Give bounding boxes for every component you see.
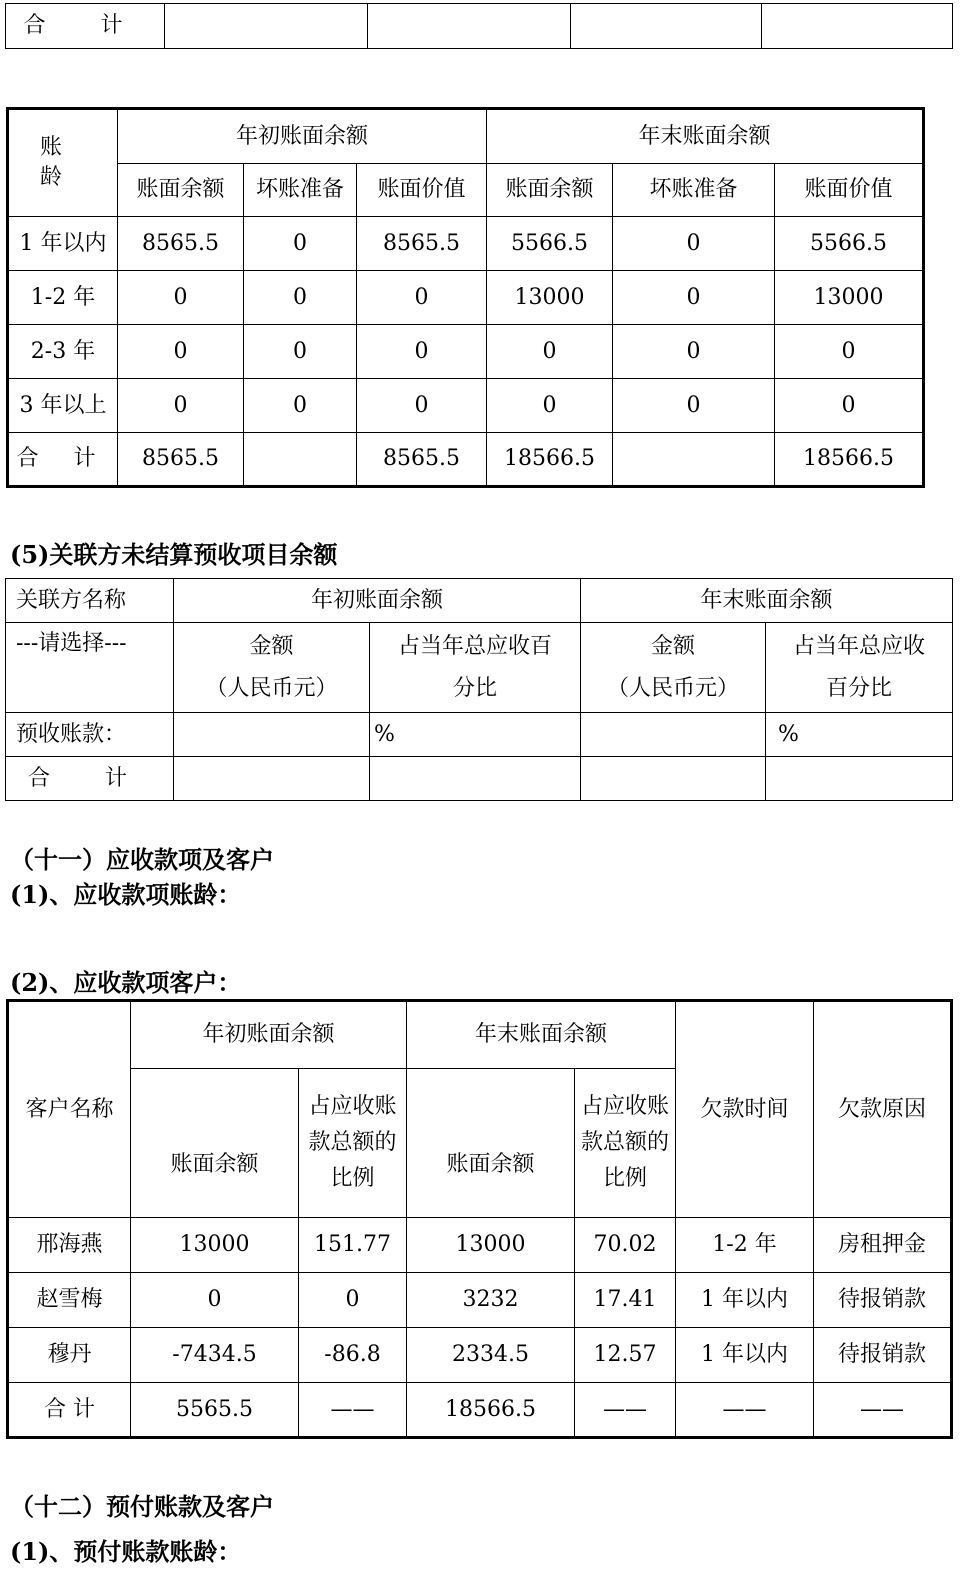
empty-cell	[581, 757, 766, 801]
cell: 17.41	[575, 1273, 676, 1328]
sub-header: 坏账准备	[244, 164, 357, 217]
select-placeholder: ---请选择---	[16, 631, 127, 656]
section12-sub1: (1)、预付账款账龄：	[10, 1537, 242, 1566]
cell: 0	[118, 379, 244, 433]
cell: 2334.5	[407, 1328, 575, 1383]
sub-header: 账面价值	[775, 164, 924, 217]
row-label: 1-2 年	[8, 271, 118, 325]
age-header: 账 龄	[8, 109, 118, 217]
cell: 70.02	[575, 1218, 676, 1273]
cell: 151.77	[299, 1218, 407, 1273]
cell: 0	[613, 379, 775, 433]
empty-cell	[581, 713, 766, 757]
group-end-header: 年末账面余额	[407, 1001, 676, 1069]
cell: 18566.5	[487, 433, 613, 487]
cell: 0	[244, 325, 357, 379]
cell: 0	[118, 271, 244, 325]
debt-reason-header: 欠款原因	[814, 1001, 952, 1218]
pct-cell: %	[766, 713, 953, 757]
pct-cell: %	[370, 713, 581, 757]
cell: 0	[357, 271, 487, 325]
cell: 0	[613, 325, 775, 379]
cell: 18566.5	[775, 433, 924, 487]
cell: 8565.5	[118, 217, 244, 271]
empty-cell	[165, 4, 368, 49]
cell: 待报销款	[814, 1273, 952, 1328]
cell: 穆丹	[8, 1328, 131, 1383]
sub-header: 坏账准备	[613, 164, 775, 217]
cell: ——	[814, 1383, 952, 1438]
cell: 邢海燕	[8, 1218, 131, 1273]
cell: 13000	[131, 1218, 299, 1273]
cell: 0	[487, 325, 613, 379]
cell: 0	[613, 271, 775, 325]
cell: 12.57	[575, 1328, 676, 1383]
cell: 13000	[407, 1218, 575, 1273]
cell: 5566.5	[775, 217, 924, 271]
cell: 8565.5	[357, 217, 487, 271]
balance-header: 账面余额	[407, 1069, 575, 1218]
row-label: 预收账款：	[6, 713, 174, 757]
cell	[613, 433, 775, 487]
cell: -86.8	[299, 1328, 407, 1383]
empty-cell	[766, 757, 953, 801]
cell: 5565.5	[131, 1383, 299, 1438]
group-end-header: 年末账面余额	[581, 579, 953, 623]
cell: 8565.5	[357, 433, 487, 487]
pct-line2: 分比	[453, 675, 498, 701]
cell: 0	[613, 217, 775, 271]
related-party-table	[5, 578, 953, 801]
cell: -7434.5	[131, 1328, 299, 1383]
amount-line1: 金额	[651, 633, 696, 659]
cell: 5566.5	[487, 217, 613, 271]
debt-time-header: 欠款时间	[676, 1001, 814, 1218]
cell: 18566.5	[407, 1383, 575, 1438]
empty-cell	[368, 4, 571, 49]
table-row-total	[6, 757, 953, 801]
amount-line1: 金额	[249, 633, 294, 659]
cell: ——	[299, 1383, 407, 1438]
pct-line1: 占当年总应收	[793, 633, 926, 659]
ratio-begin-header: 占应收账款总额的比例	[299, 1069, 407, 1218]
cell: 0	[487, 379, 613, 433]
amount-line2: （人民币元）	[607, 675, 740, 701]
sub-header: 账面价值	[357, 164, 487, 217]
top-total-table	[5, 3, 953, 49]
pct-begin-header	[370, 623, 581, 713]
table-row	[8, 379, 924, 433]
pct-end-header	[766, 623, 953, 713]
group-end-header: 年末账面余额	[487, 109, 924, 164]
section12-title: （十二）预付账款及客户	[10, 1492, 274, 1521]
cell: ——	[575, 1383, 676, 1438]
col-name-header: 关联方名称	[6, 579, 174, 623]
aging-table	[6, 107, 925, 488]
empty-cell	[370, 757, 581, 801]
section11-sub2: (2)、应收款项客户：	[10, 968, 242, 997]
total-label: 合 计	[6, 4, 165, 49]
party-select[interactable]	[6, 623, 174, 713]
cell: 1 年以内	[676, 1273, 814, 1328]
amount-header	[174, 623, 370, 713]
table-row	[8, 1218, 952, 1273]
cell: 0	[131, 1273, 299, 1328]
total-label: 合 计	[6, 757, 174, 801]
cell: 赵雪梅	[8, 1273, 131, 1328]
pct-line1: 占当年总应收百	[398, 633, 553, 659]
cell: 0	[118, 325, 244, 379]
cell: ——	[676, 1383, 814, 1438]
customer-table	[6, 999, 953, 1439]
empty-cell	[174, 757, 370, 801]
cell: 8565.5	[118, 433, 244, 487]
row-label: 1 年以内	[8, 217, 118, 271]
customer-name-header: 客户名称	[8, 1001, 131, 1218]
cell: 0	[775, 325, 924, 379]
table-row	[8, 217, 924, 271]
cell: 房租押金	[814, 1218, 952, 1273]
cell: 合 计	[8, 1383, 131, 1438]
empty-cell	[571, 4, 762, 49]
cell: 3232	[407, 1273, 575, 1328]
table-row-total	[8, 433, 924, 487]
cell: 0	[775, 379, 924, 433]
cell	[244, 433, 357, 487]
cell: 0	[357, 379, 487, 433]
amount-header	[581, 623, 766, 713]
balance-header: 账面余额	[131, 1069, 299, 1218]
table-row	[8, 1328, 952, 1383]
table-row-total	[8, 1383, 952, 1438]
row-label: 2-3 年	[8, 325, 118, 379]
table-row	[8, 1273, 952, 1328]
empty-cell	[762, 4, 953, 49]
cell: 1-2 年	[676, 1218, 814, 1273]
cell: 13000	[487, 271, 613, 325]
ratio-end-header: 占应收账款总额的比例	[575, 1069, 676, 1218]
cell: 0	[244, 379, 357, 433]
empty-cell	[174, 713, 370, 757]
section5-title: (5)关联方未结算预收项目余额	[10, 540, 338, 569]
group-begin-header: 年初账面余额	[118, 109, 487, 164]
cell: 0	[357, 325, 487, 379]
group-begin-header: 年初账面余额	[174, 579, 581, 623]
row-label: 合 计	[8, 433, 118, 487]
sub-header: 账面余额	[118, 164, 244, 217]
amount-line2: （人民币元）	[205, 675, 338, 701]
group-begin-header: 年初账面余额	[131, 1001, 407, 1069]
row-label: 3 年以上	[8, 379, 118, 433]
table-row	[8, 325, 924, 379]
section11-sub1: (1)、应收款项账龄：	[10, 880, 242, 909]
section11-title: （十一）应收款项及客户	[10, 845, 274, 874]
cell: 待报销款	[814, 1328, 952, 1383]
cell: 13000	[775, 271, 924, 325]
cell: 0	[244, 271, 357, 325]
table-row	[6, 713, 953, 757]
cell: 0	[244, 217, 357, 271]
pct-line2: 百分比	[826, 675, 893, 701]
cell: 0	[299, 1273, 407, 1328]
cell: 1 年以内	[676, 1328, 814, 1383]
sub-header: 账面余额	[487, 164, 613, 217]
table-row	[8, 271, 924, 325]
